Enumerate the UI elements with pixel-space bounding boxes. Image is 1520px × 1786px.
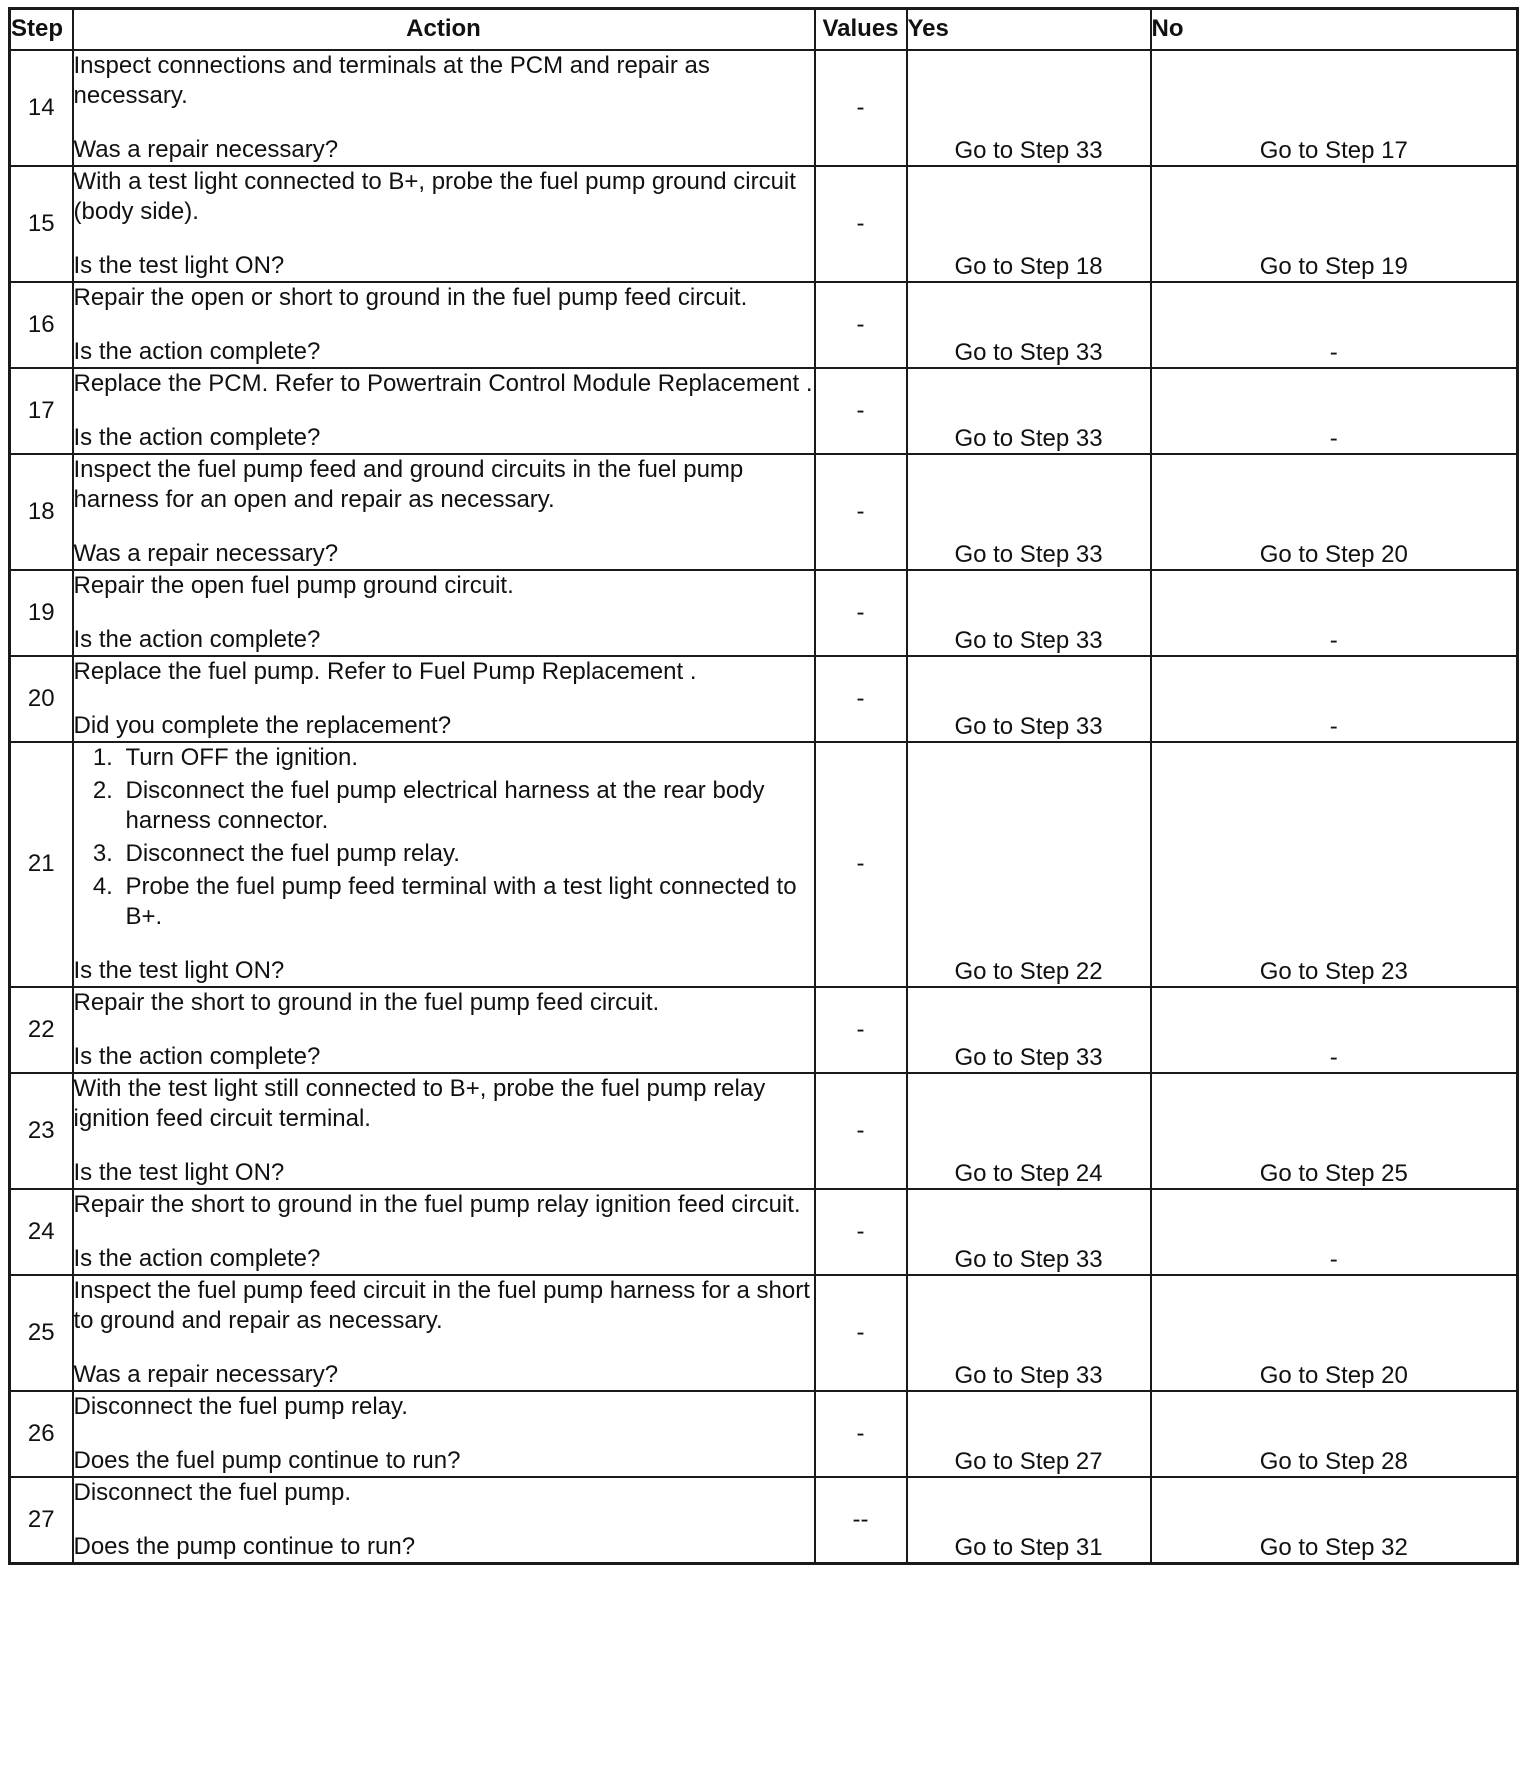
table-row [10,1073,1518,1189]
step-number: 26 [10,1391,73,1477]
step-number: 14 [10,50,73,166]
action-cell [73,454,815,570]
action-question: Does the fuel pump continue to run? [73,1446,461,1474]
action-cell [73,656,815,742]
table-row [10,50,1518,166]
step-number: 15 [10,166,73,282]
action-question: Was a repair necessary? [73,539,339,567]
no-cell: Go to Step 17 [1151,50,1518,166]
action-cell [73,282,815,368]
step-number: 27 [10,1477,73,1564]
values-cell: - [815,570,907,656]
action-cell [73,50,815,166]
action-cell [73,166,815,282]
header-action: Action [73,9,815,50]
no-cell: Go to Step 28 [1151,1391,1518,1477]
no-cell: - [1151,987,1518,1073]
step-number: 16 [10,282,73,368]
no-cell: Go to Step 19 [1151,166,1518,282]
table-row [10,987,1518,1073]
table-row [10,1275,1518,1391]
values-cell: - [815,1073,907,1189]
action-text: Inspect connections and terminals at the PCM and repair as necessary. [73,51,710,109]
step-number: 20 [10,656,73,742]
step-number: 19 [10,570,73,656]
list-item: 2. Disconnect the fuel pump electrical harness at the rear body harness connector. [120,776,814,836]
yes-cell: Go to Step 27 [907,1391,1151,1477]
table-row [10,282,1518,368]
values-cell: - [815,368,907,454]
yes-cell: Go to Step 33 [907,1275,1151,1391]
table-body [10,50,1518,1564]
list-item: 3. Disconnect the fuel pump relay. [120,839,814,869]
action-question: Is the action complete? [73,625,321,653]
action-cell [73,1391,815,1477]
values-cell: - [815,987,907,1073]
values-cell: -- [815,1477,907,1564]
yes-cell: Go to Step 24 [907,1073,1151,1189]
action-cell [73,1189,815,1275]
action-text: Replace the PCM. Refer to Powertrain Control Module Replacement . [73,369,813,397]
table-row [10,742,1518,987]
diagnostic-table [8,7,1519,1565]
values-cell: - [815,742,907,987]
action-question: Is the action complete? [73,1244,321,1272]
action-question: Is the test light ON? [73,251,285,279]
action-cell [73,742,815,987]
table-row [10,1189,1518,1275]
no-cell: Go to Step 23 [1151,742,1518,987]
table-row [10,166,1518,282]
action-question: Is the test light ON? [73,956,285,984]
action-text: Inspect the fuel pump feed circuit in the fuel pump harness for a short to ground and repair as necessary. [73,1276,810,1334]
action-cell [73,1073,815,1189]
yes-cell: Go to Step 33 [907,454,1151,570]
no-cell: Go to Step 20 [1151,1275,1518,1391]
values-cell: - [815,1275,907,1391]
action-cell [73,368,815,454]
action-question: Is the action complete? [73,1042,321,1070]
action-text: With a test light connected to B+, probe the fuel pump ground circuit (body side). [73,167,796,225]
action-text: With the test light still connected to B+, probe the fuel pump relay ignition feed circuit terminal. [73,1074,766,1132]
step-number: 22 [10,987,73,1073]
action-question: Is the action complete? [73,337,321,365]
table-row [10,656,1518,742]
values-cell: - [815,454,907,570]
no-cell: - [1151,570,1518,656]
table-row [10,368,1518,454]
action-text: Repair the open fuel pump ground circuit. [73,571,514,599]
yes-cell: Go to Step 33 [907,282,1151,368]
values-cell: - [815,1391,907,1477]
action-cell [73,570,815,656]
values-cell: - [815,282,907,368]
values-cell: - [815,656,907,742]
action-question: Did you complete the replacement? [73,711,452,739]
header-step: Step [10,9,73,50]
no-cell: Go to Step 32 [1151,1477,1518,1564]
table-row [10,454,1518,570]
action-question: Is the action complete? [73,423,321,451]
action-text: Disconnect the fuel pump. [73,1478,351,1506]
no-cell: - [1151,282,1518,368]
yes-cell: Go to Step 33 [907,570,1151,656]
header-yes: Yes [907,9,1151,50]
action-text: Repair the short to ground in the fuel pump feed circuit. [73,988,660,1016]
yes-cell: Go to Step 33 [907,987,1151,1073]
table-row [10,1477,1518,1564]
step-number: 25 [10,1275,73,1391]
action-text: Repair the open or short to ground in the fuel pump feed circuit. [73,283,748,311]
action-cell [73,1477,815,1564]
yes-cell: Go to Step 33 [907,368,1151,454]
table-row [10,570,1518,656]
action-text: Inspect the fuel pump feed and ground circuits in the fuel pump harness for an open and repair as necessary. [73,455,744,513]
numbered-steps [74,743,814,932]
no-cell: - [1151,368,1518,454]
yes-cell: Go to Step 33 [907,50,1151,166]
action-question: Was a repair necessary? [73,1360,339,1388]
list-item: 4. Probe the fuel pump feed terminal with a test light connected to B+. [120,872,814,932]
step-number: 24 [10,1189,73,1275]
no-cell: - [1151,656,1518,742]
action-question: Does the pump continue to run? [73,1532,416,1560]
values-cell: - [815,1189,907,1275]
values-cell: - [815,50,907,166]
yes-cell: Go to Step 31 [907,1477,1151,1564]
action-cell [73,987,815,1073]
action-text: Replace the fuel pump. Refer to Fuel Pump Replacement . [73,657,697,685]
action-question: Was a repair necessary? [73,135,339,163]
action-text: Disconnect the fuel pump relay. [73,1392,408,1420]
yes-cell: Go to Step 33 [907,656,1151,742]
no-cell: - [1151,1189,1518,1275]
step-number: 21 [10,742,73,987]
action-text: Repair the short to ground in the fuel pump relay ignition feed circuit. [73,1190,801,1218]
no-cell: Go to Step 25 [1151,1073,1518,1189]
header-no: No [1151,9,1518,50]
yes-cell: Go to Step 33 [907,1189,1151,1275]
action-cell [73,1275,815,1391]
step-number: 18 [10,454,73,570]
values-cell: - [815,166,907,282]
yes-cell: Go to Step 18 [907,166,1151,282]
list-item: 1. Turn OFF the ignition. [120,743,814,773]
step-number: 17 [10,368,73,454]
header-row [10,9,1518,50]
action-question: Is the test light ON? [73,1158,285,1186]
table-header [10,9,1518,50]
table-row [10,1391,1518,1477]
no-cell: Go to Step 20 [1151,454,1518,570]
yes-cell: Go to Step 22 [907,742,1151,987]
step-number: 23 [10,1073,73,1189]
header-values: Values [815,9,907,50]
